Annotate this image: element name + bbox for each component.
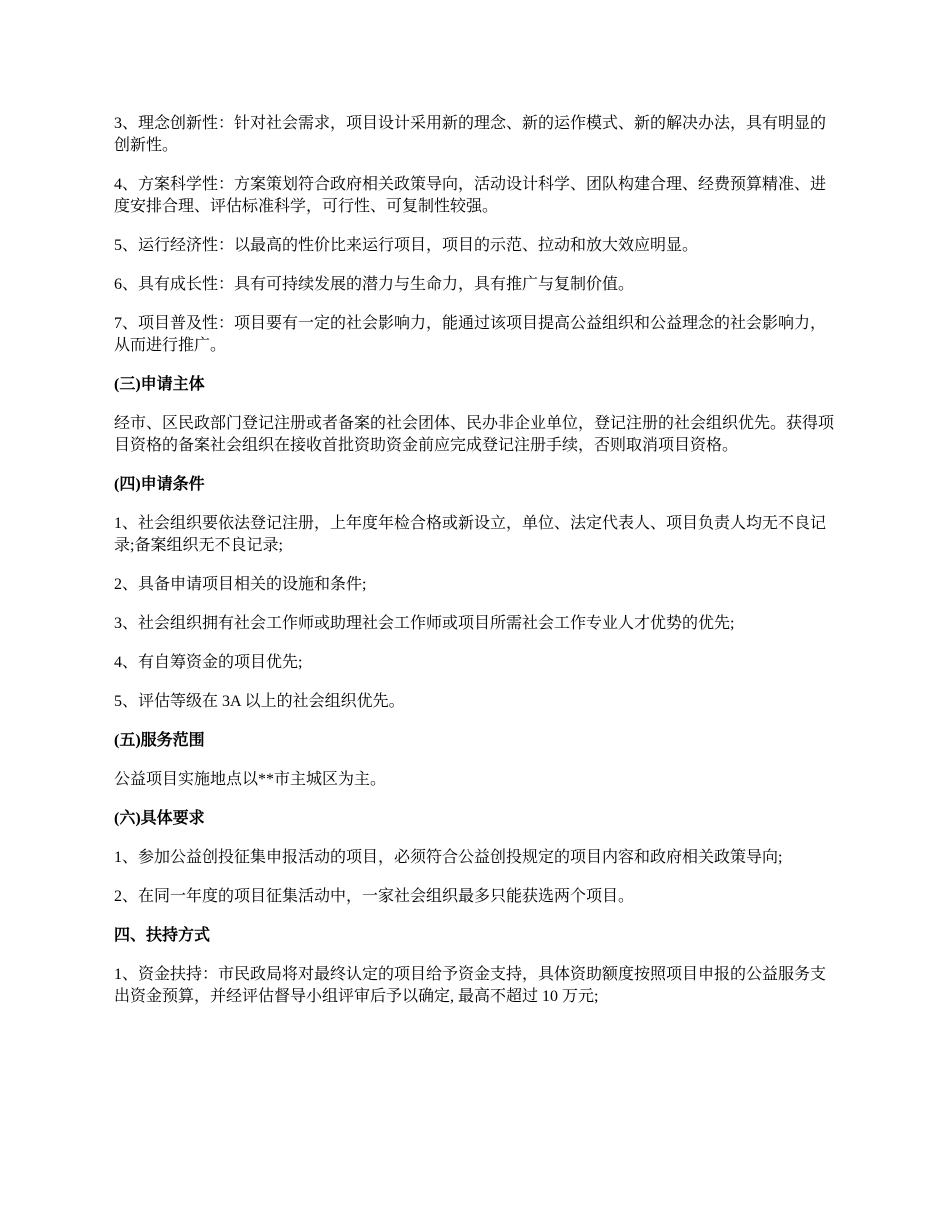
heading-conditions: (四)申请条件 (114, 476, 205, 493)
condition-3: 3、社会组织拥有社会工作师或助理社会工作师或项目所需社会工作专业人才优势的优先; (114, 615, 735, 632)
requirement-1: 1、参加公益创投征集申报活动的项目，必须符合公益创投规定的项目内容和政府相关政策导向; (114, 849, 783, 866)
criterion-3-innovation: 3、理念创新性：针对社会需求，项目设计采用新的理念、新的运作模式、新的解决办法，具有明显的创新性。 (114, 115, 827, 154)
applicant-text: 经市、区民政部门登记注册或者备案的社会团体、民办非企业单位，登记注册的社会组织优先。获得项目资格的备案社会组织在接收首批资助资金前应完成登记注册手续，否则取消项目资格。 (114, 415, 835, 454)
heading-support-method: 四、扶持方式 (114, 927, 211, 944)
heading-requirements: (六)具体要求 (114, 810, 205, 827)
criterion-4-scientific: 4、方案科学性：方案策划符合政府相关政策导向，活动设计科学、团队构建合理、经费预算精准、进度安排合理、评估标准科学，可行性、可复制性较强。 (114, 176, 827, 215)
condition-4: 4、有自筹资金的项目优先; (114, 654, 303, 671)
support-1-funding: 1、资金扶持：市民政局将对最终认定的项目给予资金支持，具体资助额度按照项目申报的公益服务支出资金预算，并经评估督导小组评审后予以确定, 最高不超过 10 万元; (114, 966, 827, 1005)
document-page (114, 113, 840, 1025)
criterion-5-economy: 5、运行经济性：以最高的性价比来运行项目，项目的示范、拉动和放大效应明显。 (114, 237, 699, 254)
criterion-6-growth: 6、具有成长性：具有可持续发展的潜力与生命力，具有推广与复制价值。 (114, 276, 635, 293)
condition-1: 1、社会组织要依法登记注册，上年度年检合格或新设立，单位、法定代表人、项目负责人均无不良记录;备案组织无不良记录; (114, 515, 827, 554)
heading-service-scope: (五)服务范围 (114, 732, 205, 749)
heading-applicant: (三)申请主体 (114, 376, 205, 393)
condition-5: 5、评估等级在 3A 以上的社会组织优先。 (114, 693, 405, 710)
requirement-2: 2、在同一年度的项目征集活动中，一家社会组织最多只能获选两个项目。 (114, 888, 635, 905)
criterion-7-popularity: 7、项目普及性：项目要有一定的社会影响力，能通过该项目提高公益组织和公益理念的社会影响力，从而进行推广。 (114, 315, 827, 354)
service-scope-text: 公益项目实施地点以**市主城区为主。 (114, 771, 387, 788)
condition-2: 2、具备申请项目相关的设施和条件; (114, 576, 367, 593)
